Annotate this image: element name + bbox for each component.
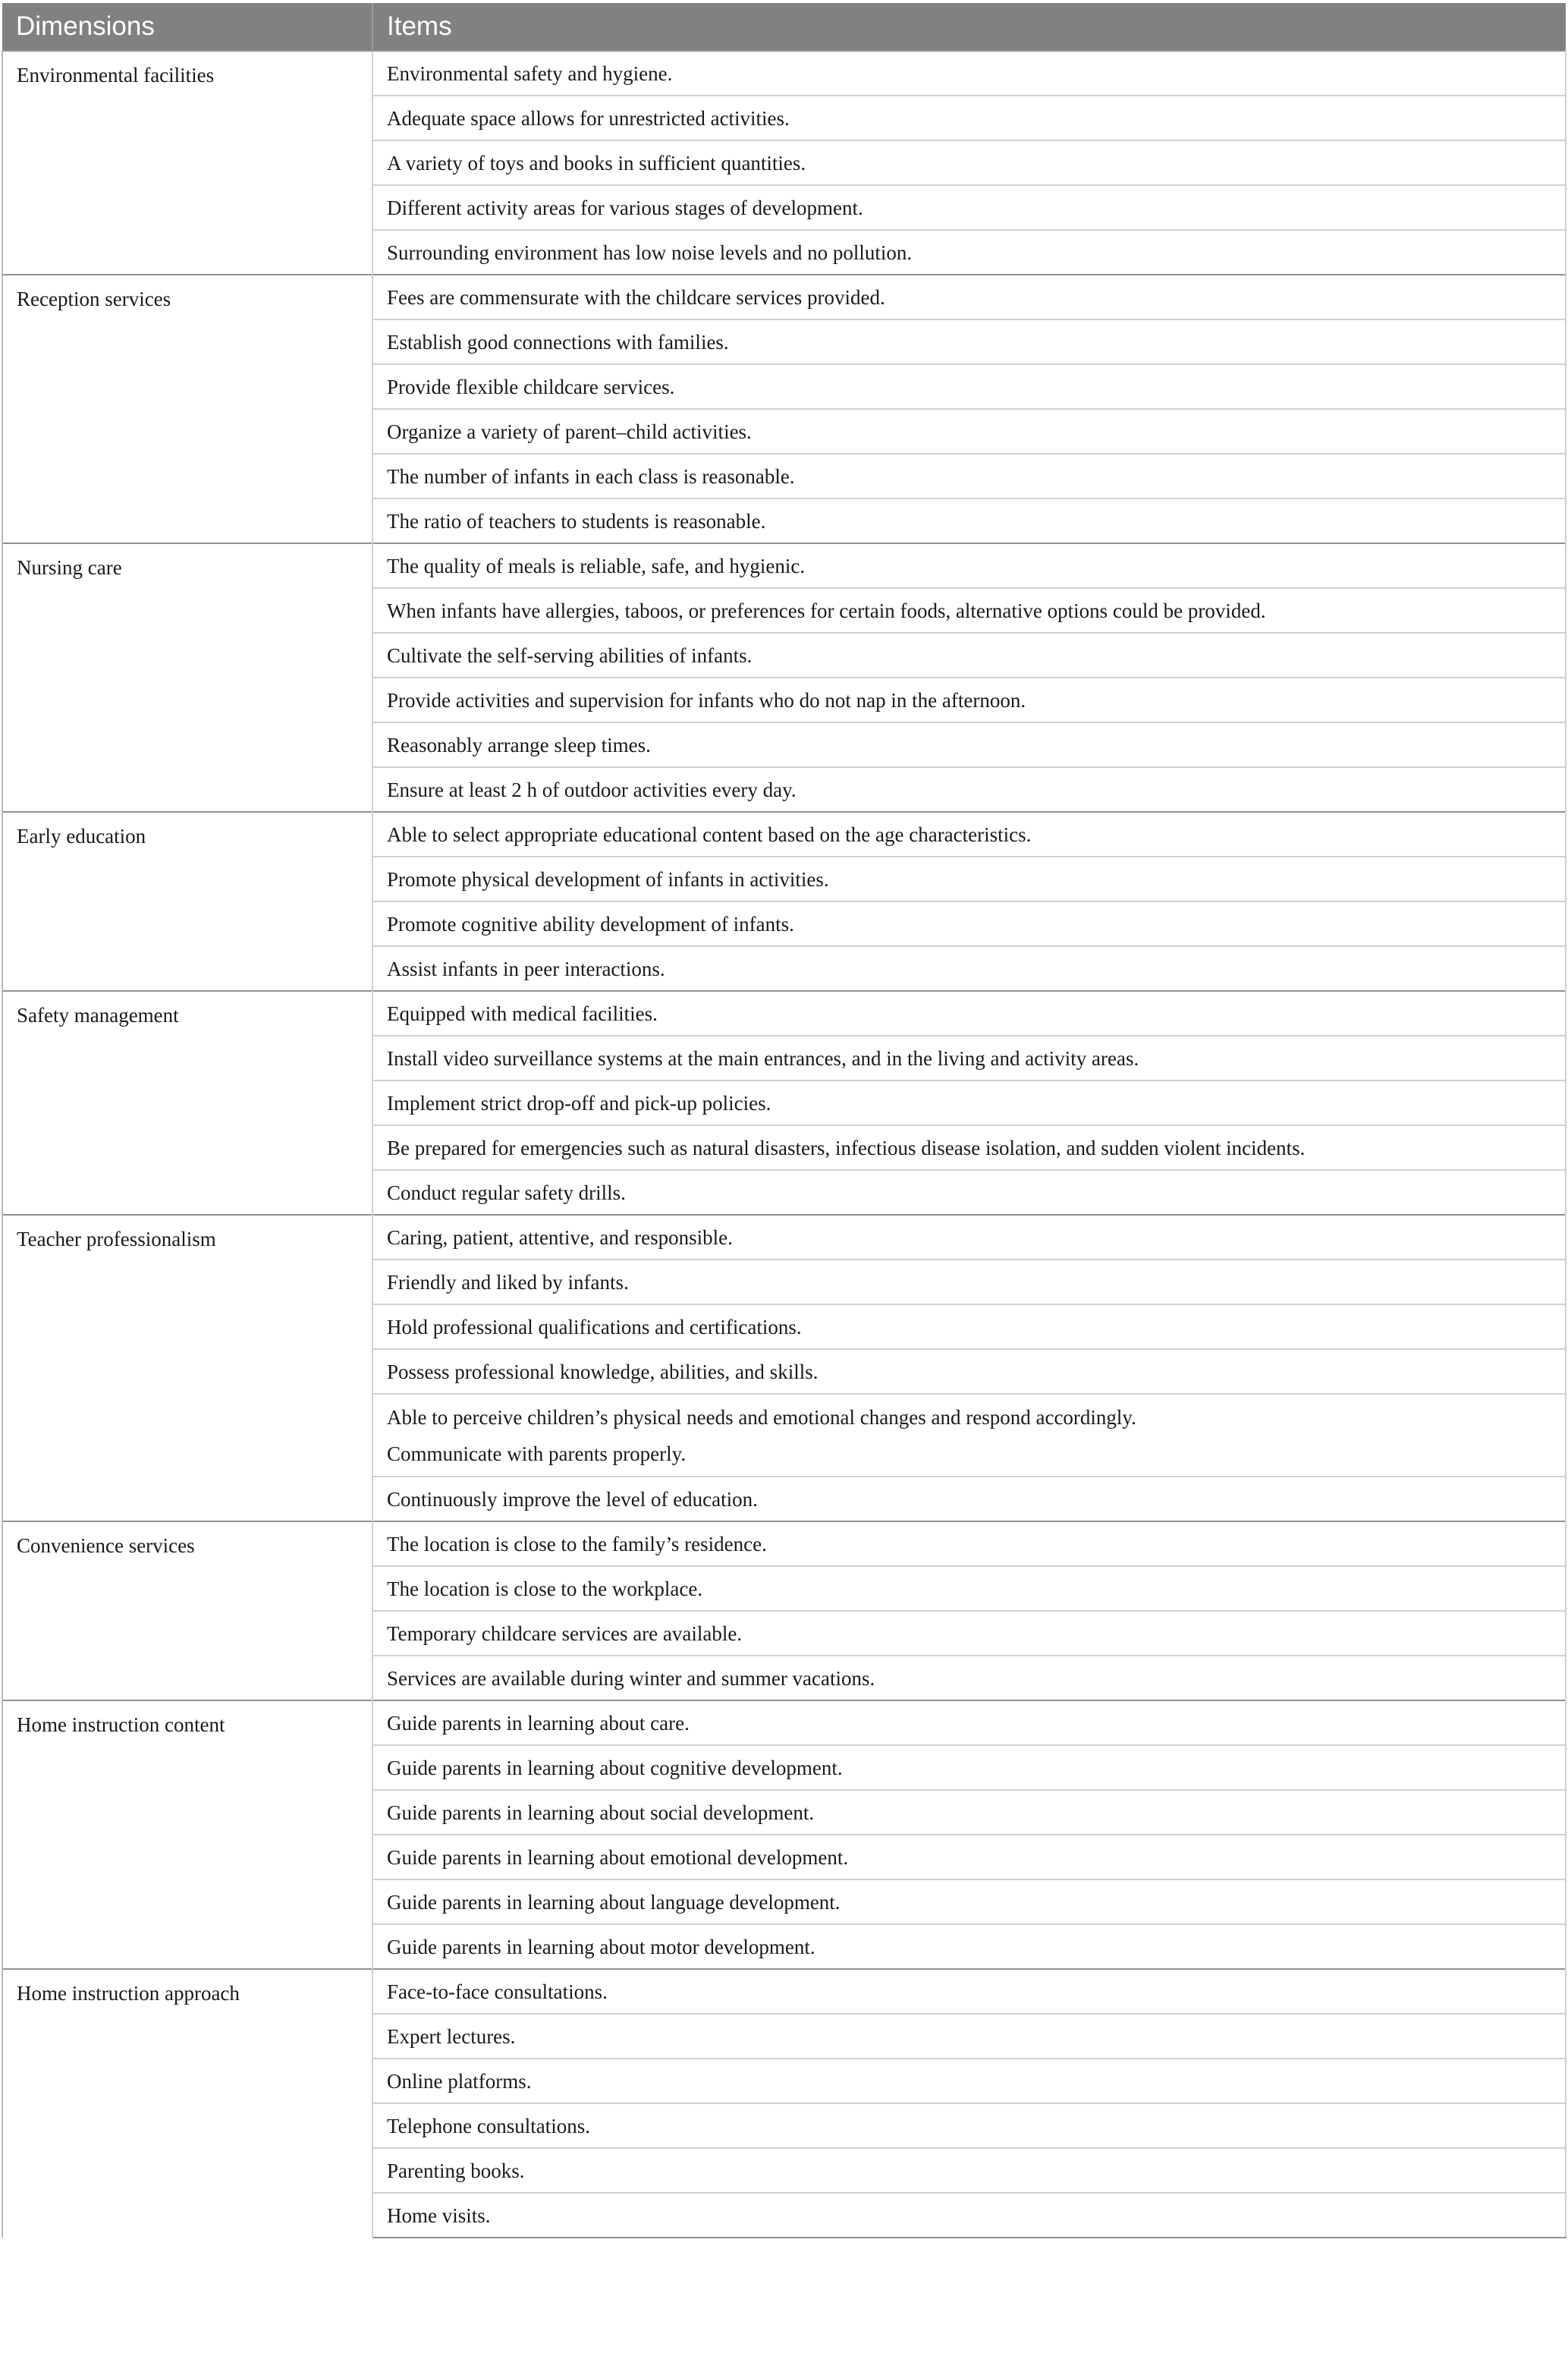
- dimension-cell: Environmental facilities: [2, 51, 372, 275]
- item-text-line: Communicate with parents properly.: [387, 1442, 687, 1465]
- dimension-cell: Home instruction approach: [2, 1969, 372, 2238]
- item-cell: Provide flexible childcare services.: [372, 364, 1566, 409]
- item-cell: The quality of meals is reliable, safe, and hygienic.: [372, 543, 1566, 588]
- item-text-line: Able to perceive children’s physical needs and emotional changes and respond accordingly.: [387, 1405, 1136, 1429]
- table-row: [2, 991, 1566, 1036]
- item-cell: [372, 1394, 1566, 1477]
- dimension-cell: Early education: [2, 812, 372, 991]
- item-cell: Guide parents in learning about motor development.: [372, 1924, 1566, 1969]
- item-cell: Cultivate the self-serving abilities of infants.: [372, 633, 1566, 678]
- item-cell: Expert lectures.: [372, 2014, 1566, 2059]
- item-cell: Promote cognitive ability development of infants.: [372, 901, 1566, 946]
- item-cell: The ratio of teachers to students is reasonable.: [372, 499, 1566, 543]
- dimension-cell: Nursing care: [2, 543, 372, 812]
- item-cell: Services are available during winter and summer vacations.: [372, 1656, 1566, 1700]
- table-row: [2, 1969, 1566, 2014]
- dimensions-items-table-wrapper: [2, 3, 1565, 2238]
- item-cell: Implement strict drop-off and pick-up policies.: [372, 1080, 1566, 1125]
- table-body: [2, 51, 1566, 2238]
- item-cell: Guide parents in learning about care.: [372, 1700, 1566, 1745]
- item-cell: Guide parents in learning about cognitive development.: [372, 1745, 1566, 1790]
- item-cell: Online platforms.: [372, 2059, 1566, 2103]
- item-cell: Home visits.: [372, 2193, 1566, 2238]
- item-cell: The location is close to the workplace.: [372, 1566, 1566, 1611]
- item-cell: The location is close to the family’s residence.: [372, 1521, 1566, 1566]
- item-cell: Possess professional knowledge, abilities, and skills.: [372, 1349, 1566, 1394]
- item-cell: Hold professional qualifications and certifications.: [372, 1304, 1566, 1349]
- item-cell: Conduct regular safety drills.: [372, 1170, 1566, 1215]
- item-cell: Parenting books.: [372, 2148, 1566, 2193]
- item-cell: Caring, patient, attentive, and responsible.: [372, 1215, 1566, 1260]
- table-row: [2, 812, 1566, 857]
- item-cell: Reasonably arrange sleep times.: [372, 722, 1566, 767]
- header-row: [2, 3, 1566, 51]
- item-cell: Assist infants in peer interactions.: [372, 946, 1566, 991]
- table-row: [2, 1700, 1566, 1745]
- dimension-cell: Teacher professionalism: [2, 1215, 372, 1521]
- item-cell: Organize a variety of parent–child activities.: [372, 409, 1566, 454]
- header-dimensions: Dimensions: [2, 3, 372, 51]
- item-cell: Telephone consultations.: [372, 2103, 1566, 2148]
- table-row: [2, 51, 1566, 96]
- item-cell: Surrounding environment has low noise levels and no pollution.: [372, 230, 1566, 275]
- item-cell: Ensure at least 2 h of outdoor activities every day.: [372, 767, 1566, 812]
- table-header: [2, 3, 1566, 51]
- item-cell: Provide activities and supervision for infants who do not nap in the afternoon.: [372, 678, 1566, 722]
- item-cell: Install video surveillance systems at the main entrances, and in the living and activity areas.: [372, 1036, 1566, 1080]
- table-row: [2, 1521, 1566, 1566]
- item-cell: Guide parents in learning about social development.: [372, 1790, 1566, 1835]
- header-items: Items: [372, 3, 1566, 51]
- item-cell: Promote physical development of infants in activities.: [372, 857, 1566, 901]
- dimension-cell: Safety management: [2, 991, 372, 1215]
- table-row: [2, 543, 1566, 588]
- item-cell: Guide parents in learning about emotional development.: [372, 1835, 1566, 1879]
- dimension-cell: Home instruction content: [2, 1700, 372, 1969]
- dimensions-items-table: [2, 3, 1566, 2238]
- item-cell: When infants have allergies, taboos, or preferences for certain foods, alternative options could be provided.: [372, 588, 1566, 633]
- item-cell: Different activity areas for various stages of development.: [372, 185, 1566, 230]
- dimension-cell: Convenience services: [2, 1521, 372, 1700]
- item-cell: Environmental safety and hygiene.: [372, 51, 1566, 96]
- item-cell: Able to select appropriate educational content based on the age characteristics.: [372, 812, 1566, 857]
- item-cell: Friendly and liked by infants.: [372, 1260, 1566, 1304]
- item-cell: Establish good connections with families.: [372, 319, 1566, 364]
- table-row: [2, 1215, 1566, 1260]
- item-cell: Continuously improve the level of education.: [372, 1477, 1566, 1521]
- item-cell: Temporary childcare services are available.: [372, 1611, 1566, 1656]
- table-row: [2, 275, 1566, 319]
- item-cell: Adequate space allows for unrestricted activities.: [372, 96, 1566, 140]
- item-cell: Face-to-face consultations.: [372, 1969, 1566, 2014]
- item-cell: Fees are commensurate with the childcare services provided.: [372, 275, 1566, 319]
- item-cell: Equipped with medical facilities.: [372, 991, 1566, 1036]
- item-cell: The number of infants in each class is reasonable.: [372, 454, 1566, 499]
- item-cell: A variety of toys and books in sufficient quantities.: [372, 140, 1566, 185]
- dimension-cell: Reception services: [2, 275, 372, 543]
- item-cell: Guide parents in learning about language development.: [372, 1879, 1566, 1924]
- item-cell: Be prepared for emergencies such as natural disasters, infectious disease isolation, and sudden violent incidents.: [372, 1125, 1566, 1170]
